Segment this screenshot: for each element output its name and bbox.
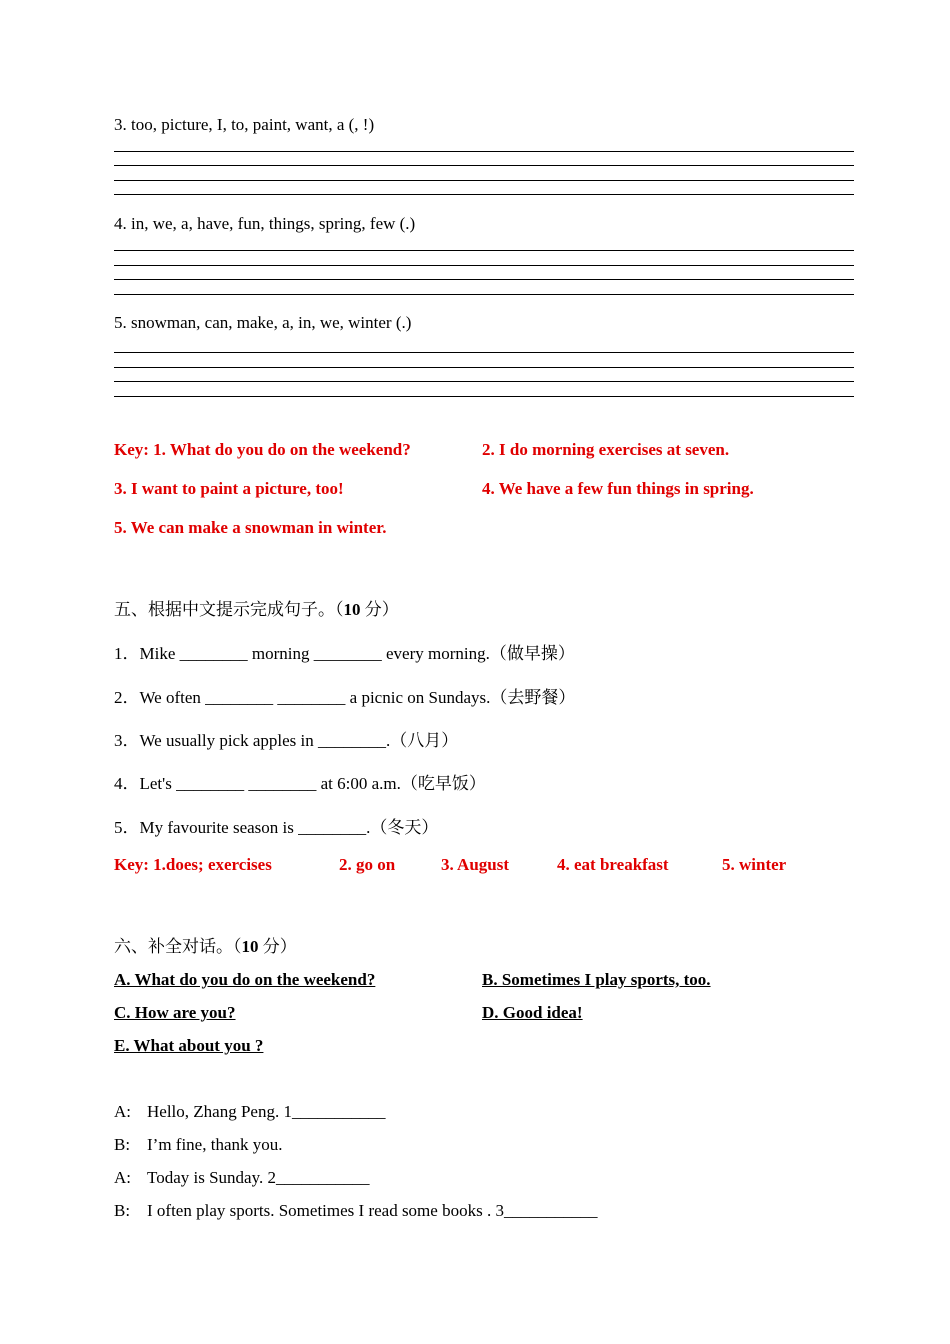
- reorder-question-5: 5. snowman, can, make, a, in, we, winter (.): [114, 313, 412, 332]
- answer-line: [114, 180, 854, 181]
- section-5-title: 五、根据中文提示完成句子。（10 分）: [114, 600, 399, 619]
- answer-line: [114, 294, 854, 295]
- answer-line: [114, 151, 854, 152]
- option-a: A. What do you do on the weekend?: [114, 970, 376, 989]
- section-5-key-3: 3. August: [441, 855, 510, 874]
- section-5-key-5: 5. winter: [722, 855, 787, 874]
- option-d: D. Good idea!: [482, 1003, 583, 1022]
- answer-line: [114, 250, 854, 251]
- speaker-label: A:: [114, 1102, 131, 1121]
- answer-line: [114, 279, 854, 280]
- answer-key-3: 3. I want to paint a picture, too!: [114, 479, 344, 498]
- option-b: B. Sometimes I play sports, too.: [482, 970, 711, 989]
- sentence-item-1: 1．Mike ________ morning ________ every morning.（做早操）: [114, 644, 575, 663]
- answer-key-1: Key: 1. What do you do on the weekend?: [114, 440, 411, 459]
- sentence-item-2: 2．We often ________ ________ a picnic on Sundays.（去野餐）: [114, 688, 576, 707]
- reorder-question-4: 4. in, we, a, have, fun, things, spring, few (.): [114, 214, 416, 233]
- option-c: C. How are you?: [114, 1003, 236, 1022]
- section-5-key-2: 2. go on: [339, 855, 396, 874]
- section-5-key-4: 4. eat breakfast: [557, 855, 669, 874]
- answer-key-5: 5. We can make a snowman in winter.: [114, 518, 387, 537]
- speaker-label: B:: [114, 1201, 131, 1220]
- dialogue-text: I often play sports. Sometimes I read some books . 3___________: [147, 1201, 598, 1220]
- answer-key-4: 4. We have a few fun things in spring.: [482, 479, 754, 498]
- answer-line: [114, 194, 854, 195]
- speaker-label: A:: [114, 1168, 131, 1187]
- dialogue-text: Today is Sunday. 2___________: [147, 1168, 370, 1187]
- answer-line: [114, 381, 854, 382]
- dialogue-line-3: [114, 1168, 369, 1188]
- speaker-label: B:: [114, 1135, 131, 1154]
- answer-line: [114, 265, 854, 266]
- sentence-item-5: 5．My favourite season is ________.（冬天）: [114, 818, 439, 837]
- answer-line: [114, 352, 854, 353]
- option-e: E. What about you ?: [114, 1036, 264, 1055]
- section-6-title: 六、补全对话。（10 分）: [114, 937, 297, 956]
- sentence-item-3: 3．We usually pick apples in ________.（八月）: [114, 731, 459, 750]
- answer-key-2: 2. I do morning exercises at seven.: [482, 440, 730, 459]
- dialogue-line-2: [114, 1135, 283, 1155]
- answer-line: [114, 396, 854, 397]
- dialogue-text: Hello, Zhang Peng. 1___________: [147, 1102, 386, 1121]
- dialogue-line-1: [114, 1102, 385, 1122]
- reorder-question-3: 3. too, picture, I, to, paint, want, a (, !): [114, 115, 375, 134]
- section-5-key-1: Key: 1.does; exercises: [114, 855, 272, 874]
- sentence-item-4: 4．Let's ________ ________ at 6:00 a.m.（吃早饭）: [114, 774, 486, 793]
- answer-line: [114, 367, 854, 368]
- answer-line: [114, 165, 854, 166]
- dialogue-text: I’m fine, thank you.: [147, 1135, 283, 1154]
- dialogue-line-4: [114, 1201, 597, 1221]
